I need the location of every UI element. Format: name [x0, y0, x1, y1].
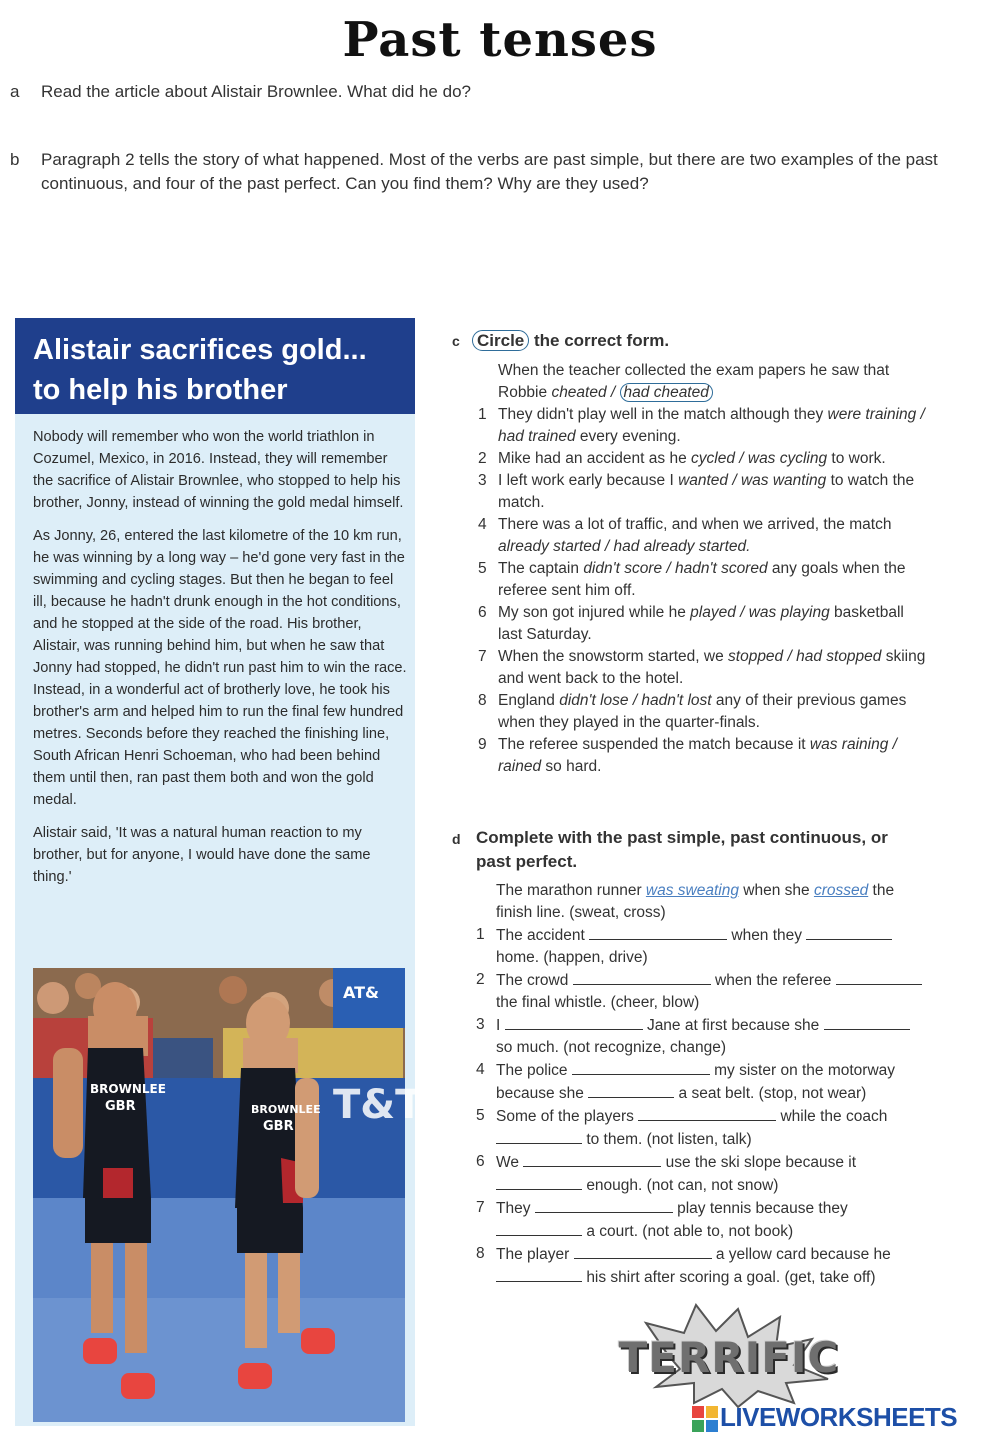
item-text: skiing and went back to the hotel.	[498, 648, 926, 687]
answer-blank[interactable]	[824, 1014, 910, 1030]
item-text: a yellow card because he	[715, 1246, 891, 1263]
item-text: I	[496, 1017, 501, 1034]
item-text: basketball last Saturday.	[498, 604, 904, 643]
item-text: England	[498, 692, 560, 709]
sponsor-banner-top: AT&	[343, 983, 380, 1002]
item-text: Mike had an accident as he	[498, 450, 692, 467]
option-a[interactable]: cheated	[551, 384, 607, 401]
item-text: any goals when the referee sent him off.	[498, 560, 906, 599]
exercise-d-item	[474, 1059, 924, 1105]
answer-blank[interactable]	[496, 1128, 582, 1144]
jersey-name-right: BROWNLEE	[251, 1103, 321, 1116]
exercise-c-item	[476, 646, 932, 690]
item-text: They	[496, 1200, 531, 1217]
answer-blank[interactable]	[535, 1197, 673, 1213]
answer-blank[interactable]	[638, 1105, 776, 1121]
article-body	[33, 426, 407, 899]
exercise-d-item	[474, 1197, 924, 1243]
exercise-d-item	[474, 1105, 924, 1151]
worksheet-title: Past tenses	[342, 12, 658, 68]
exercise-c-item	[476, 602, 932, 646]
task-letter: b	[10, 150, 20, 169]
exercise-d	[452, 826, 932, 1289]
circled-word: Circle	[472, 330, 529, 351]
article-panel	[15, 318, 423, 1426]
exercise-c-item	[476, 448, 932, 470]
answer-blank[interactable]	[572, 1059, 710, 1075]
item-options[interactable]: already started / had already started.	[498, 538, 751, 555]
exercise-c-item	[476, 470, 932, 514]
item-text: Jane at first because she	[646, 1017, 820, 1034]
task-b	[10, 148, 970, 196]
answer-blank[interactable]	[573, 969, 711, 985]
item-number: 3	[478, 472, 487, 489]
item-number: 9	[478, 736, 487, 753]
article-header	[15, 318, 415, 414]
jersey-name-left: BROWNLEE	[90, 1082, 166, 1096]
item-number: 2	[478, 450, 487, 467]
exercise-d-item	[474, 1014, 924, 1059]
exercise-d-item	[474, 924, 924, 969]
exercise-d-items	[474, 924, 924, 1289]
item-options[interactable]: stopped / had stopped	[728, 648, 882, 665]
exercise-c-items	[476, 404, 932, 778]
item-text: when they	[731, 927, 803, 944]
item-options[interactable]: didn't lose / hadn't lost	[559, 692, 712, 709]
article-title-line-1: Alistair sacrifices gold...	[33, 334, 367, 366]
article-title	[33, 330, 403, 410]
item-text: to work.	[827, 450, 886, 467]
item-text: a court. (not able to, not book)	[586, 1223, 794, 1240]
item-number: 4	[476, 1061, 485, 1078]
example-text: the finish line. (sweat, cross)	[496, 882, 895, 921]
answer-blank[interactable]	[589, 924, 727, 940]
exercise-title-rest: the correct form.	[529, 331, 670, 350]
exercise-title: Complete with the past simple, past continuous, or past perfect.	[476, 828, 888, 871]
article-title-line-2: to help his brother	[33, 374, 288, 406]
item-number: 7	[476, 1199, 485, 1216]
exercise-c-item	[476, 514, 932, 558]
item-text: The crowd	[496, 972, 569, 989]
answer-blank[interactable]	[806, 924, 892, 940]
item-text: Some of the players	[496, 1108, 634, 1125]
item-text: The accident	[496, 927, 585, 944]
answer-blank[interactable]	[574, 1243, 712, 1259]
item-text: the final whistle. (cheer, blow)	[496, 994, 700, 1011]
exercise-title	[476, 330, 932, 352]
race-photo-drawing	[33, 968, 423, 1422]
example-text: when she	[738, 882, 814, 899]
item-text: home. (happen, drive)	[496, 949, 648, 966]
item-text: The police	[496, 1062, 568, 1079]
item-text: my sister on the motorway because she	[496, 1062, 896, 1102]
item-options[interactable]: was raining / rained	[498, 736, 897, 775]
example-text: When the teacher collected the exam papers he saw that Robbie	[498, 362, 890, 401]
item-text: My son got injured while he	[498, 604, 691, 621]
item-text: enough. (not can, not snow)	[586, 1177, 779, 1194]
item-text: They didn't play well in the match although they	[498, 406, 828, 423]
item-text: every evening.	[575, 428, 681, 445]
item-number: 1	[478, 406, 487, 423]
item-text: so much. (not recognize, change)	[496, 1039, 727, 1056]
item-text: when the referee	[715, 972, 832, 989]
article-paragraph-1: Nobody will remember who won the world triathlon in Cozumel, Mexico, in 2016. Instead, they will remember the sacrifice of Alistair Brownlee, who stopped to help his brother, Jonny, instead of winning the gold medal himself.	[33, 429, 404, 511]
item-options[interactable]: wanted / was wanting	[678, 472, 827, 489]
task-text: Read the article about Alistair Brownlee. What did he do?	[41, 82, 471, 101]
item-number: 7	[478, 648, 487, 665]
article-paragraph-3: Alistair said, 'It was a natural human reaction to my brother, but for anyone, I would have done the same thing.'	[33, 825, 371, 885]
item-number: 8	[478, 692, 487, 709]
item-text: I left work early because I	[498, 472, 679, 489]
example-answer-2: crossed	[813, 882, 869, 899]
answer-blank[interactable]	[523, 1151, 661, 1167]
task-a	[10, 80, 970, 104]
exercise-c-item	[476, 734, 932, 778]
item-text: use the ski slope because it	[665, 1154, 857, 1171]
brand-name: LIVEWORKSHEETS	[720, 1402, 958, 1432]
item-number: 8	[476, 1245, 485, 1262]
exercise-d-item	[474, 1151, 924, 1197]
answer-blank[interactable]	[496, 1220, 582, 1236]
item-options[interactable]: didn't score / hadn't scored	[583, 560, 768, 577]
exercise-c-item	[476, 558, 932, 602]
answer-blank[interactable]	[588, 1082, 674, 1098]
answer-blank[interactable]	[496, 1174, 582, 1190]
item-text: play tennis because they	[677, 1200, 848, 1217]
item-text: There was a lot of traffic, and when we arrived, the match	[498, 516, 892, 533]
item-text: while the coach	[780, 1108, 888, 1125]
exercise-c-item	[476, 690, 932, 734]
item-text: When the snowstorm started, we	[498, 648, 729, 665]
item-number: 4	[478, 516, 487, 533]
example-answer-1: was sweating	[645, 882, 739, 899]
item-text: The referee suspended the match because it	[498, 736, 810, 753]
item-text: We	[496, 1154, 519, 1171]
option-separator: /	[606, 384, 620, 401]
exercise-d-item	[474, 1243, 924, 1289]
item-options[interactable]: were training / had trained	[498, 406, 925, 445]
sponsor-banner-side: T&T	[333, 1082, 423, 1128]
item-text: to watch the match.	[498, 472, 915, 511]
exercise-letter: d	[452, 831, 461, 847]
answer-blank[interactable]	[496, 1266, 582, 1282]
example-sentence	[496, 880, 920, 924]
item-text: to them. (not listen, talk)	[586, 1131, 752, 1148]
item-number: 2	[476, 971, 485, 988]
stamp-word: TERRIFIC	[618, 1333, 840, 1382]
item-text: The captain	[498, 560, 584, 577]
example-sentence	[498, 360, 932, 404]
race-photo	[33, 968, 423, 1422]
exercise-letter: c	[452, 333, 460, 349]
item-number: 3	[476, 1016, 485, 1033]
exercise-c	[452, 330, 932, 778]
jersey-country-right: GBR	[263, 1119, 294, 1134]
example-text: The marathon runner	[496, 882, 646, 899]
terrific-stamp	[598, 1303, 860, 1407]
article-paragraph-2: As Jonny, 26, entered the last kilometre of the 10 km run, he was winning by a long way – he'd gone very fast in the swimming and cycling stages. But then he began to feel ill, because he hadn't drunk enough in the hot conditions, and he stopped at the side of the road. His brother, Alistair, was running behind him, but when he saw that Jonny had stopped, he didn't run past him to win the race. Instead, in a wonderful act of brotherly love, he took his brother's arm and helped him to run the final few hundred metres. Seconds before they reached the finishing line, South African Henri Schoeman, who had been behind them until then, ran past them both and won the gold medal.	[33, 528, 407, 808]
item-text: The player	[496, 1246, 570, 1263]
option-b-circled[interactable]: had cheated	[620, 383, 713, 402]
item-text: so hard.	[541, 758, 602, 775]
item-text: a seat belt. (stop, not wear)	[678, 1085, 867, 1102]
liveworksheets-logo	[690, 1400, 990, 1436]
answer-blank[interactable]	[505, 1014, 643, 1030]
item-number: 5	[476, 1107, 485, 1124]
item-number: 6	[478, 604, 487, 621]
item-text: his shirt after scoring a goal. (get, take off)	[586, 1269, 876, 1286]
item-text: any of their previous games when they played in the quarter-finals.	[498, 692, 907, 731]
item-number: 5	[478, 560, 487, 577]
jersey-country-left: GBR	[105, 1099, 136, 1114]
task-letter: a	[10, 82, 20, 101]
brand-grid-icon	[692, 1406, 718, 1432]
answer-blank[interactable]	[836, 969, 922, 985]
item-options[interactable]: cycled / was cycling	[691, 450, 828, 467]
item-options[interactable]: played / was playing	[690, 604, 830, 621]
item-number: 6	[476, 1153, 485, 1170]
task-text: Paragraph 2 tells the story of what happened. Most of the verbs are past simple, but there are two examples of the past continuous, and four of the past perfect. Can you find them? Why are they used?	[41, 150, 938, 193]
exercise-c-item	[476, 404, 932, 448]
item-number: 1	[476, 926, 485, 943]
exercise-d-item	[474, 969, 924, 1014]
